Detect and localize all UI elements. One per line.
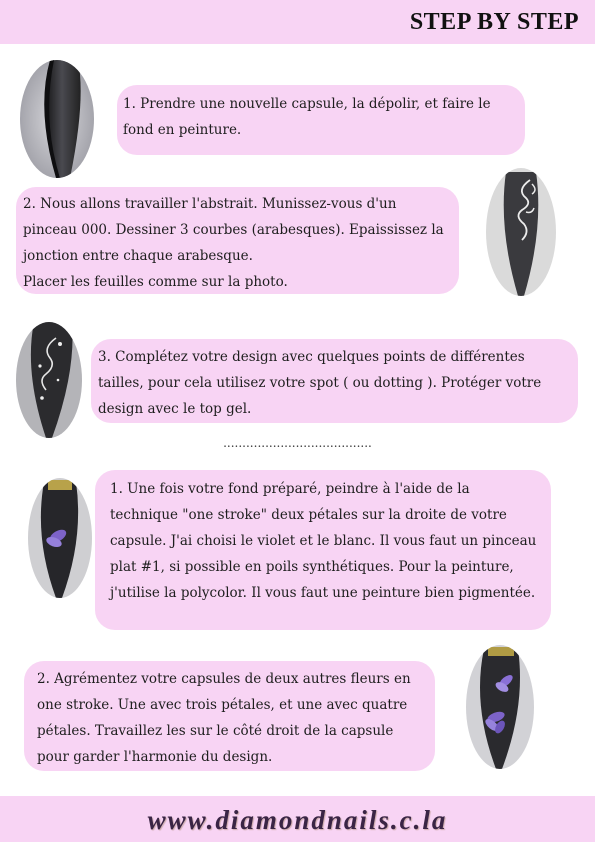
nail-image — [466, 645, 534, 769]
nail-photo-flower-step-1 — [28, 478, 92, 598]
nail-photo-step-1 — [20, 60, 94, 178]
step-2-text-line-2: Placer les feuilles comme sur la photo. — [23, 274, 288, 290]
nail-image — [486, 168, 556, 296]
step-2-text-line-1: 2. Nous allons travailler l'abstrait. Munissez-vous d'un pinceau 000. Dessiner 3 courbes (arabesques). Epaississez la jonction entre chaque arabesque. — [23, 196, 444, 264]
nail-image — [20, 60, 94, 178]
flower-step-1-bubble — [95, 470, 551, 630]
step-1-text: 1. Prendre une nouvelle capsule, la dépolir, et faire le fond en peinture. — [123, 96, 491, 138]
page-title: STEP BY STEP — [409, 9, 579, 35]
flower-step-2-bubble — [24, 661, 435, 771]
flower-step-2-text: 2. Agrémentez votre capsules de deux autres fleurs en one stroke. Une avec trois pétales, et une avec quatre pétales. Travaillez les sur le côté droit de la capsule pour garder l'harmonie du design. — [37, 671, 411, 765]
step-2-bubble — [16, 187, 459, 294]
footer-website-url: www.diamondnails.c.la — [147, 805, 448, 835]
step-3-bubble — [91, 339, 578, 423]
step-1-bubble — [117, 85, 525, 155]
section-separator: ....................................... — [223, 436, 372, 450]
nail-photo-step-2 — [486, 168, 556, 296]
nail-image — [16, 322, 82, 438]
nail-image — [28, 478, 92, 598]
flower-step-1-text: 1. Une fois votre fond préparé, peindre à l'aide de la technique "one stroke" deux pétales sur la droite de votre capsule. J'ai choisi le violet et le blanc. Il vous faut un pinceau plat #1, si possible en poils synthétiques. Pour la peinture, j'utilise la polycolor. Il vous faut une peinture bien pigmentée. — [110, 481, 537, 601]
nail-photo-flower-step-2 — [466, 645, 534, 769]
step-3-text: 3. Complétez votre design avec quelques points de différentes tailles, pour cela utilisez votre spot ( ou dotting ). Protéger votre design avec le top gel. — [98, 349, 542, 417]
nail-photo-step-3 — [16, 322, 82, 438]
